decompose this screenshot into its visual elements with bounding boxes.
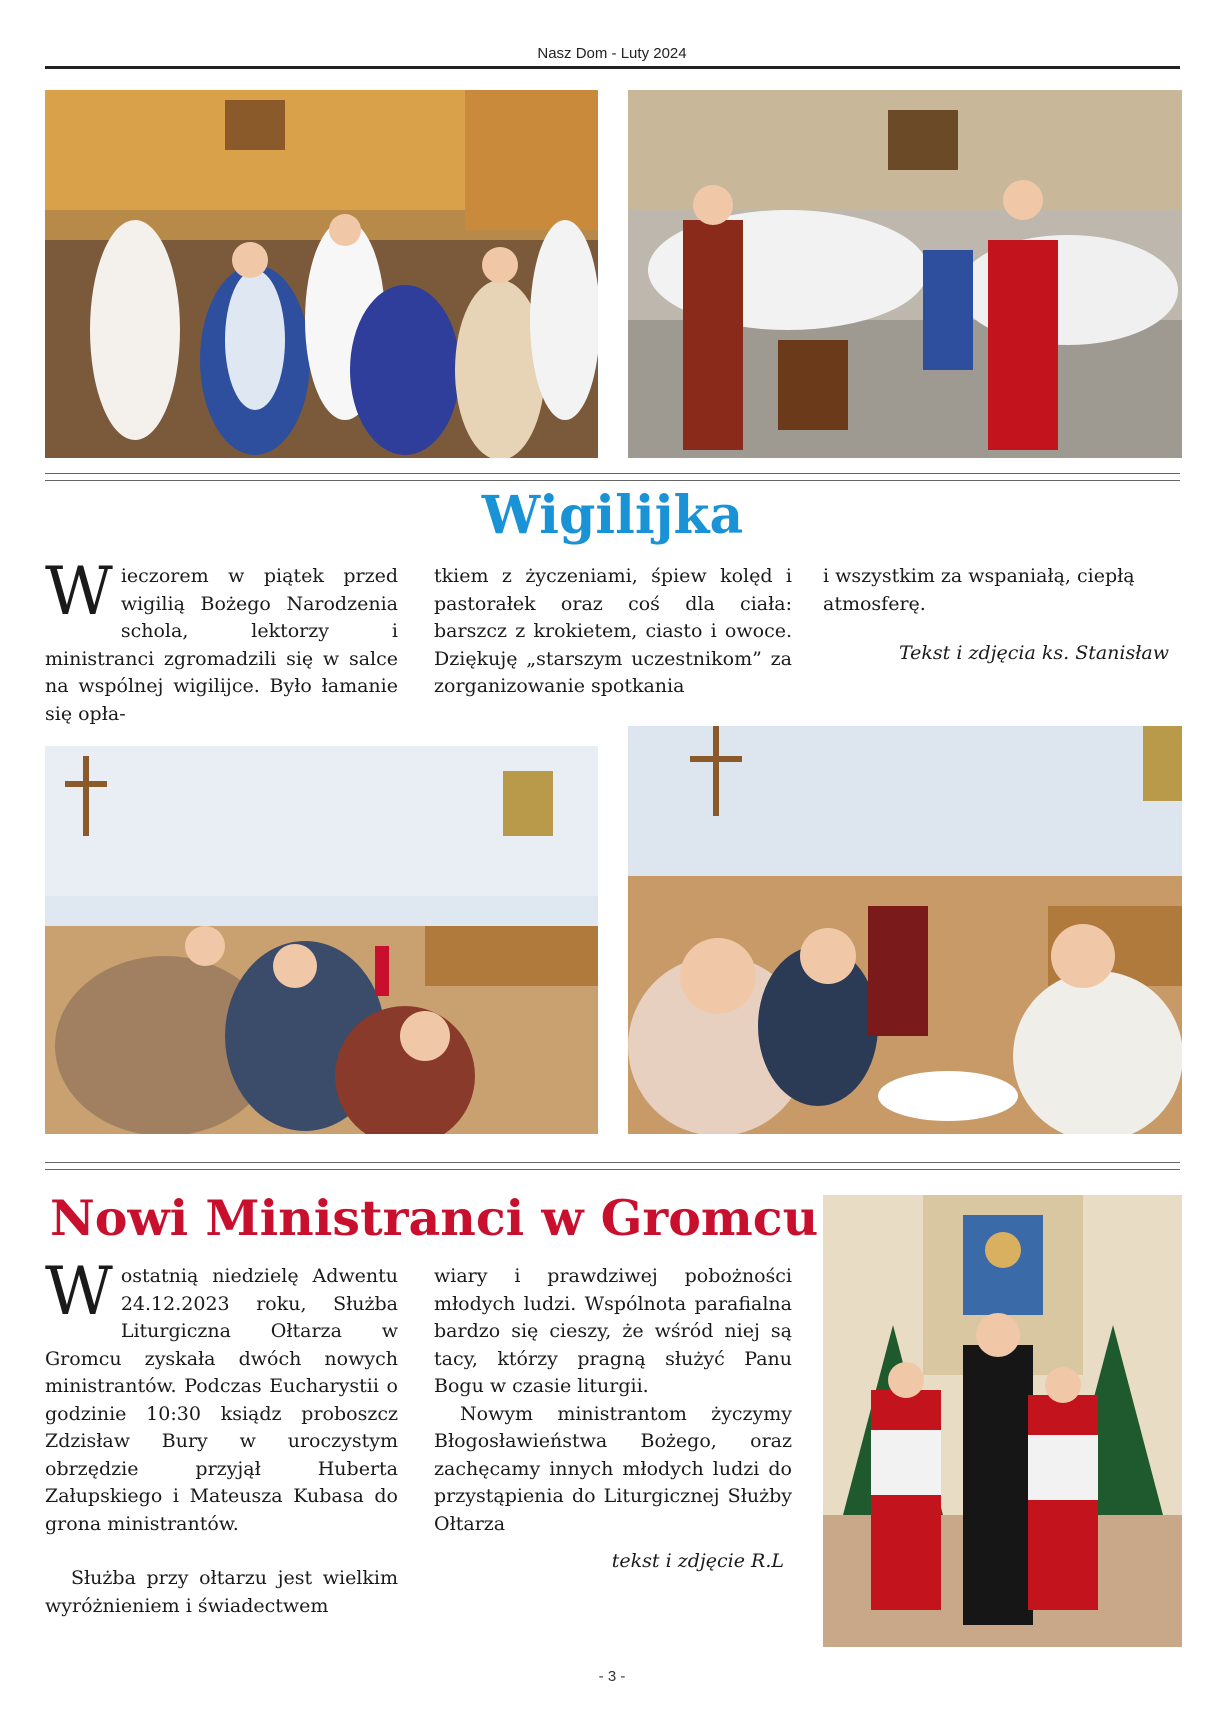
article-title-nowi-ministranci: Nowi Ministranci w Gromcu [50, 1189, 819, 1247]
ministranci-column-1 [45, 1253, 398, 1620]
wigilijka-text-3: i wszystkim za wspaniałą, ciepłą atmosferę. [823, 565, 1135, 615]
header-rule [45, 66, 1180, 69]
ministranci-signature: tekst i zdjęcie R.L [611, 1550, 784, 1572]
wigilijka-column-3 [823, 563, 1181, 668]
wigilijka-text-2: tkiem z życzeniami, śpiew kolęd i pastorałek oraz coś dla ciała: barszcz z krokietem, ciasto i owoce. Dziękuję „starszym uczestnikom” za zorganizowanie spotkania [434, 565, 792, 697]
page-number: - 3 - [598, 1668, 626, 1685]
section-divider-top [45, 473, 1180, 481]
ministranci-paragraph-1 [45, 1253, 398, 1538]
article-title-wigilijka: Wigilijka [481, 485, 744, 546]
photo-wigilia-room-right [628, 726, 1182, 1134]
photo-nativity-play-left [45, 90, 598, 458]
ministranci-text-2: wiary i prawdziwej pobożności młodych ludzi. Wspólnota parafialna bardzo się cieszy, że wśród niej są tacy, którzy pragną służyć Panu Bogu w czasie liturgii. [434, 1265, 792, 1397]
photo-new-altar-servers [823, 1195, 1182, 1647]
wigilijka-column-2 [434, 563, 792, 701]
ministranci-paragraph-2: Służba przy ołtarzu jest wielkim wyróżnieniem i świadectwem [45, 1567, 398, 1617]
wigilijka-text-1: ieczorem w piątek przed wigilią Bożego Narodzenia schola, lektorzy i ministranci zgromadzili się w salce na wspólnej wigilijce. Było łamanie się opła- [45, 565, 398, 725]
photo-nativity-play-right [628, 90, 1182, 458]
ministranci-text-1: ostatnią niedzielę Adwentu 24.12.2023 roku, Służba Liturgiczna Ołtarza w Gromcu zyskała dwóch nowych ministrantów. Podczas Eucharystii o godzinie 10:30 ksiądz proboszcz Zdzisław Bury w uroczystym obrzędzie przyjął Huberta Załupskiego i Mateusza Kubasa do grona ministrantów. [45, 1265, 398, 1535]
ministranci-paragraph-3: Nowym ministrantom życzymy Błogosławieństwa Bożego, oraz zachęcamy innych młodych ludzi do przystąpienia do Liturgicznej Służby Ołtarza [434, 1402, 792, 1535]
wigilijka-column-1 [45, 553, 398, 728]
dropcap: W [45, 1253, 113, 1330]
wigilijka-signature: Tekst i zdjęcia ks. Stanisław [898, 642, 1169, 664]
section-divider-bottom [45, 1162, 1180, 1170]
ministranci-column-2 [434, 1263, 792, 1576]
dropcap: W [45, 553, 113, 630]
page-header-title: Nasz Dom - Luty 2024 [537, 45, 687, 62]
photo-wigilia-room-left [45, 746, 598, 1134]
